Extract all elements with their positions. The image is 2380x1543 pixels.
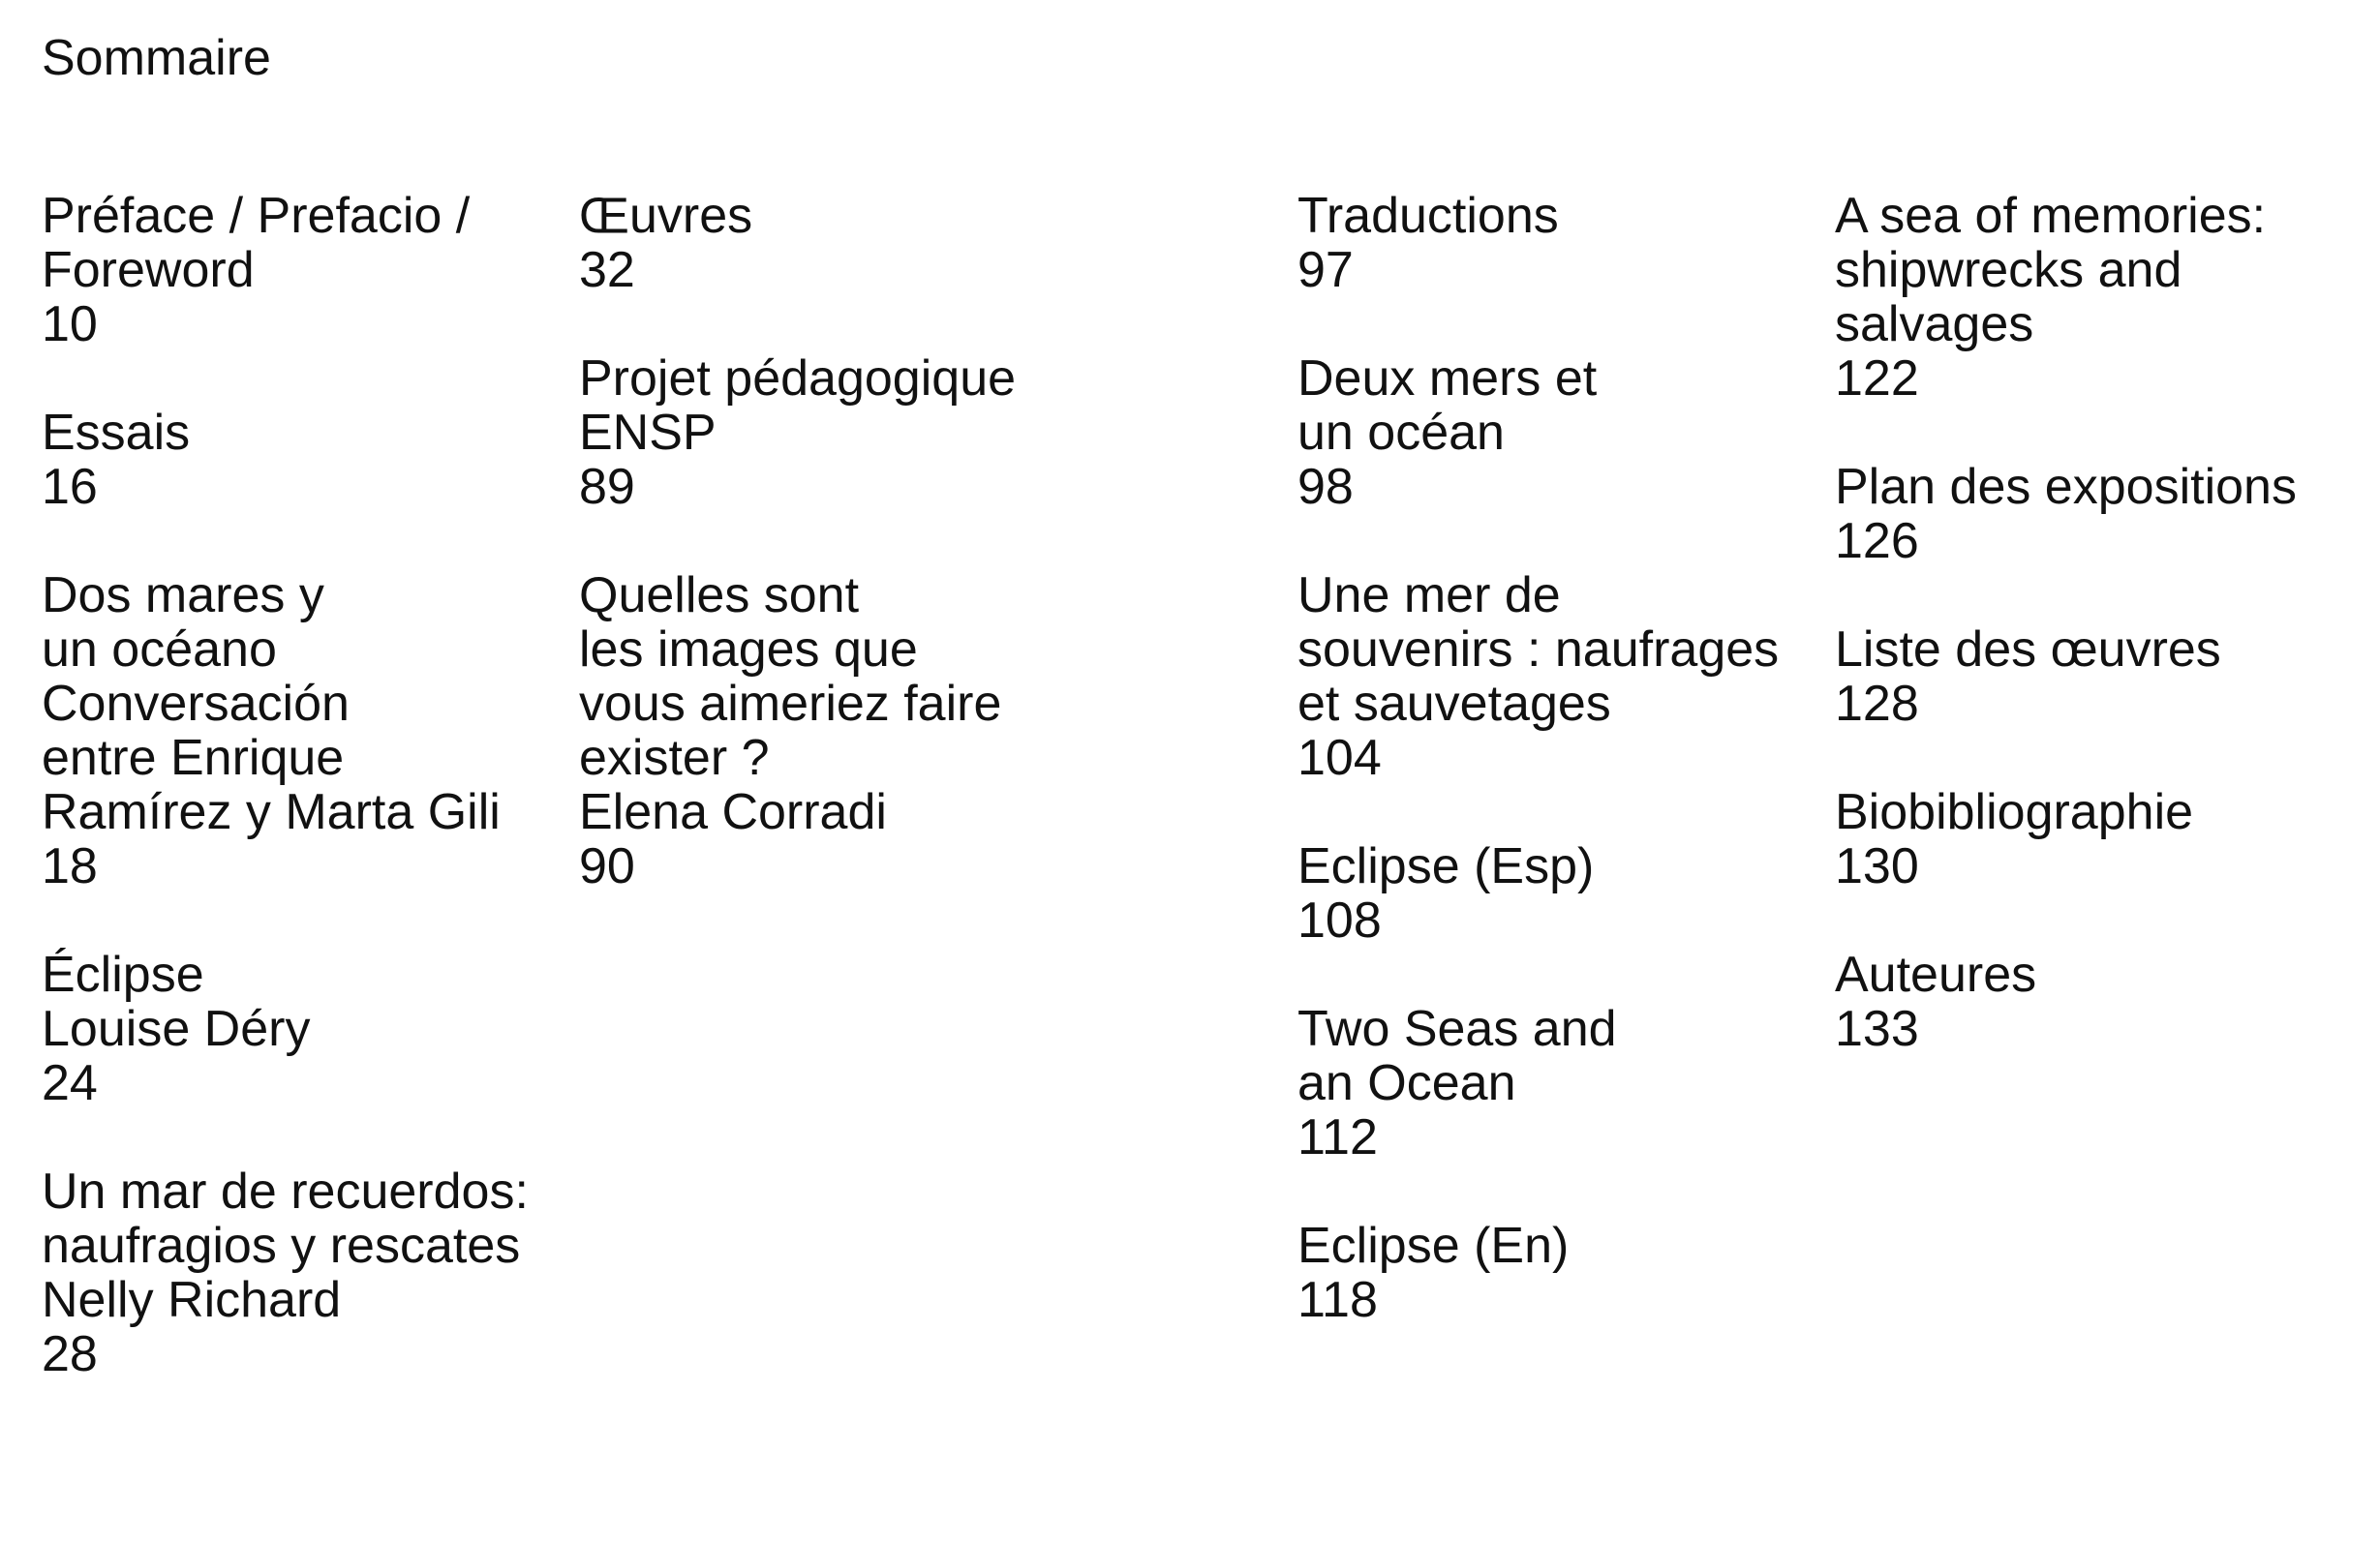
toc-entry-page-number: 90 <box>579 838 635 894</box>
toc-entry-title-line: Éclipse <box>42 947 204 1003</box>
toc-entry-page-number: 28 <box>42 1326 98 1382</box>
toc-entry-title-line: shipwrecks and <box>1835 242 2182 298</box>
toc-entry-quelles-sont[interactable] <box>579 568 1276 893</box>
toc-entry-page-number: 118 <box>1297 1272 1378 1328</box>
toc-entry-preface[interactable] <box>42 189 564 351</box>
toc-column-4 <box>1835 189 2377 1110</box>
toc-entry-projet-pedagogique[interactable] <box>579 351 1276 514</box>
toc-entry-title-line: Deux mers et <box>1297 350 1598 407</box>
toc-entry-title-line: Dos mares y <box>42 567 324 623</box>
toc-entry-title-line: Œuvres <box>579 188 753 244</box>
toc-entry-une-mer[interactable] <box>1297 568 1820 785</box>
toc-entry-title-line: ENSP <box>579 405 717 461</box>
toc-entry-title-line: naufragios y rescates <box>42 1218 521 1274</box>
toc-entry-sea-of-memories[interactable] <box>1835 189 2377 406</box>
toc-entry-un-mar[interactable] <box>42 1165 564 1381</box>
toc-entry-title-line: Ramírez y Marta Gili <box>42 784 501 840</box>
toc-entry-title-line: salvages <box>1835 296 2034 352</box>
toc-entry-eclipse-esp[interactable] <box>1297 839 1820 948</box>
toc-entry-author-line: Elena Corradi <box>579 784 887 840</box>
toc-entry-author-line: Nelly Richard <box>42 1272 342 1328</box>
toc-entry-title-line: Foreword <box>42 242 255 298</box>
toc-entry-dos-mares[interactable] <box>42 568 564 893</box>
toc-entry-page-number: 16 <box>42 459 98 515</box>
toc-entry-page-number: 122 <box>1835 350 1919 407</box>
toc-column-3 <box>1297 189 1820 1381</box>
toc-entry-title-line: A sea of memories: <box>1835 188 2267 244</box>
toc-entry-title-line: Une mer de <box>1297 567 1561 623</box>
toc-entry-title-line: Eclipse (Esp) <box>1297 838 1595 894</box>
toc-entry-title-line: exister ? <box>579 730 770 786</box>
toc-entry-title-line: Traductions <box>1297 188 1559 244</box>
toc-entry-liste-des-oeuvres[interactable] <box>1835 622 2377 731</box>
toc-entry-deux-mers[interactable] <box>1297 351 1820 514</box>
toc-entry-page-number: 126 <box>1835 513 1919 569</box>
toc-entry-title-line: Biobibliographie <box>1835 784 2194 840</box>
toc-entry-title-line: Un mar de recuerdos: <box>42 1164 529 1220</box>
page-title: Sommaire <box>42 30 271 86</box>
toc-entry-eclipse-en[interactable] <box>1297 1219 1820 1327</box>
toc-entry-title-line: Quelles sont <box>579 567 860 623</box>
toc-entry-title-line: les images que <box>579 621 918 678</box>
toc-entry-traductions[interactable] <box>1297 189 1820 297</box>
toc-entry-title-line: Conversación <box>42 676 350 732</box>
toc-entry-plan-des-expositions[interactable] <box>1835 460 2377 568</box>
toc-entry-title-line: Liste des œuvres <box>1835 621 2221 678</box>
toc-entry-page-number: 24 <box>42 1055 98 1111</box>
toc-entry-title-line: un océano <box>42 621 277 678</box>
toc-entry-page-number: 108 <box>1297 893 1382 949</box>
toc-entry-page-number: 133 <box>1835 1001 1919 1057</box>
toc-entry-title-line: Essais <box>42 405 191 461</box>
toc-entry-title-line: Plan des expositions <box>1835 459 2297 515</box>
toc-entry-page-number: 32 <box>579 242 635 298</box>
toc-entry-biobibliographie[interactable] <box>1835 785 2377 893</box>
toc-entry-title-line: Eclipse (En) <box>1297 1218 1570 1274</box>
toc-entry-title-line: entre Enrique <box>42 730 345 786</box>
toc-entry-page-number: 104 <box>1297 730 1382 786</box>
toc-column-1 <box>42 189 564 1436</box>
toc-entry-title-line: Projet pédagogique <box>579 350 1017 407</box>
toc-entry-essais[interactable] <box>42 406 564 514</box>
toc-entry-title-line: Auteures <box>1835 947 2037 1003</box>
toc-entry-oeuvres[interactable] <box>579 189 1276 297</box>
toc-entry-title-line: Préface / Prefacio / <box>42 188 471 244</box>
toc-entry-page-number: 98 <box>1297 459 1354 515</box>
toc-entry-author-line: Louise Déry <box>42 1001 311 1057</box>
toc-entry-page-number: 128 <box>1835 676 1919 732</box>
toc-entry-eclipse[interactable] <box>42 948 564 1110</box>
toc-entry-title-line: an Ocean <box>1297 1055 1516 1111</box>
toc-entry-title-line: vous aimeriez faire <box>579 676 1002 732</box>
toc-entry-page-number: 130 <box>1835 838 1919 894</box>
toc-entry-two-seas[interactable] <box>1297 1002 1820 1165</box>
toc-entry-page-number: 97 <box>1297 242 1354 298</box>
toc-column-2 <box>579 189 1276 948</box>
toc-entry-page-number: 10 <box>42 296 98 352</box>
toc-entry-title-line: souvenirs : naufrages <box>1297 621 1780 678</box>
toc-entry-auteures[interactable] <box>1835 948 2377 1056</box>
toc-entry-page-number: 18 <box>42 838 98 894</box>
toc-entry-title-line: un océan <box>1297 405 1505 461</box>
toc-entry-title-line: et sauvetages <box>1297 676 1611 732</box>
toc-entry-title-line: Two Seas and <box>1297 1001 1617 1057</box>
toc-entry-page-number: 89 <box>579 459 635 515</box>
toc-entry-page-number: 112 <box>1297 1109 1378 1165</box>
